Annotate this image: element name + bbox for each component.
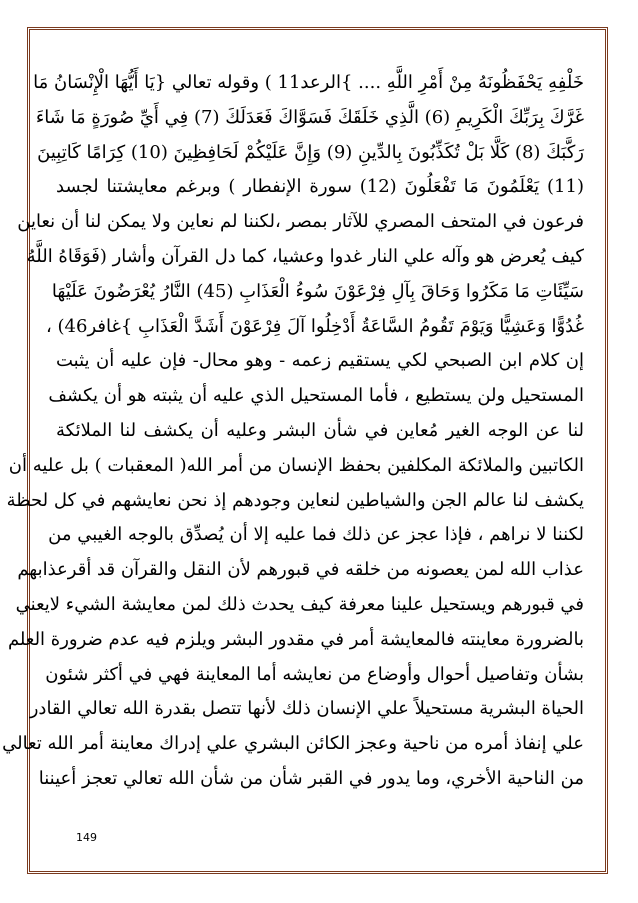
text-line: بشأن وتفاصيل أحوال وأوضاع من نعايشه أما المعاينة فهي في أكثر شئون (45, 663, 584, 685)
text-line: بالضرورة معاينته فالمعايشة أمر في مقدور البشر ويلزم فيه عدم ضرورة العلم (7, 628, 584, 650)
text-line: لكننا لا نراهم ، فإذا عجز عن ذلك فما عليه إلا أن يُصدِّق بالوجه الغيبي من (48, 524, 584, 546)
text-line: لنا عن الوجه الغير مُعاين في شأن البشر وعليه أن يكشف لنا الملائكة (56, 419, 584, 441)
text-line: في قبورهم ويستحيل علينا معرفة كيف يحدث ذلك لمن معايشة الشيء لايعني (15, 593, 584, 615)
text-line: من الناحية الأخري، وما يدور في القبر شأن من شأن الله تعالي تعجز أعيننا (38, 767, 584, 789)
text-line: إن كلام ابن الصبحي لكي يستقيم زعمه - وهو محال- فإن عليه أن يثبت (56, 350, 584, 372)
text-line: غُدُوًّا وَعَشِيًّا وَيَوْمَ تَقُومُ السَّاعَةُ أَدْخِلُوا آلَ فِرْعَوْنَ أَشَدَّ الْعَذَابِ }غافر46) ، (45, 315, 584, 337)
text-line: الحياة البشرية مستحيلاً علي الإنسان ذلك لأنها تتصل بقدرة الله تعالي القادر (29, 698, 584, 720)
text-line: سَيِّئَاتِ مَا مَكَرُوا وَحَاقَ بِآلِ فِرْعَوْنَ سُوءُ الْعَذَابِ (45) النَّارُ يُعْرَضُونَ عَلَيْهَا (51, 280, 584, 302)
text-line: خَلْفِهِ يَحْفَظُونَهُ مِنْ أَمْرِ اللَّهِ .... }الرعد11 ) وقوله تعالي {يَا أَيُّهَا الْإِنْسَانُ مَا (33, 72, 584, 93)
page-number: 149 (76, 831, 97, 844)
text-line: المستحيل ولن يستطيع ، فأما المستحيل الذي عليه أن يثبته هو أن يكشف (48, 385, 584, 407)
text-line: غَرَّكَ بِرَبِّكَ الْكَرِيمِ (6) الَّذِي خَلَقَكَ فَسَوَّاكَ فَعَدَلَكَ (7) فِي أَيِّ صُورَةٍ مَا شَاءَ (35, 106, 584, 128)
document-body (2, 66, 584, 797)
text-line: الكاتبين والملائكة المكلفين بحفظ الإنسان من أمر الله( المعقبات ) بل عليه أن (8, 454, 584, 476)
text-line: يكشف لنا عالم الجن والشياطين لنعاين وجودهم إذ نحن نعايشهم في كل لحظة (6, 489, 584, 511)
text-line: كيف يُعرض هو وآله علي النار غدوا وعشيا، كما دل القرآن وأشار (فَوَقَاهُ اللَّهُ (26, 245, 584, 267)
text-line: رَكَّبَكَ (8) كَلَّا بَلْ تُكَذِّبُونَ بِالدِّينِ (9) وَإِنَّ عَلَيْكُمْ لَحَافِظِينَ (10) كِرَامًا كَاتِبِينَ (37, 141, 584, 163)
text-line: (11) يَعْلَمُونَ مَا تَفْعَلُونَ (12) سورة الإنفطار ) وبرغم معايشتنا لجسد (56, 176, 584, 198)
text-line: عذاب الله لمن يعصونه من خلقه في قبورهم لأن النقل والقرآن قد أقرعذابهم (17, 559, 584, 581)
text-line: فرعون في المتحف المصري للآثار بمصر ،لكننا لم نعاين ولا يمكن لنا أن نعاين (17, 211, 584, 233)
text-line: علي إنفاذ أمره من ناحية وعجز الكائن البشري علي إدراك معاينة أمر الله تعالي (2, 733, 584, 755)
